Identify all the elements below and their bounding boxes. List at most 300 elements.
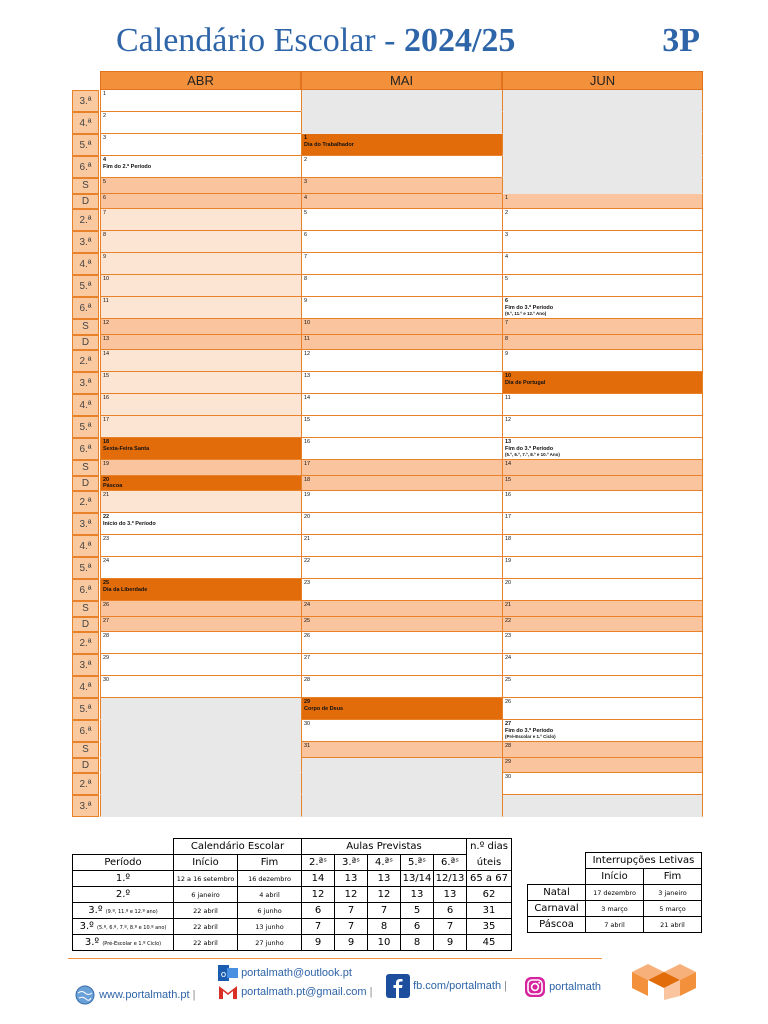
day-number: 21 — [505, 602, 512, 608]
summary-col-day: 6.ªˢ — [434, 855, 467, 871]
day-cell — [502, 742, 703, 758]
summary-table — [72, 838, 512, 951]
day-number: 25 — [304, 617, 311, 624]
weekday-label: 3.ª — [72, 795, 99, 817]
summary-day-count: 10 — [368, 935, 401, 951]
day-cell — [100, 601, 301, 617]
empty-cell — [502, 156, 703, 178]
day-cell — [301, 491, 502, 513]
globe-icon — [74, 984, 96, 1006]
day-number: 17 — [304, 461, 311, 467]
summary-periodo — [73, 935, 174, 951]
empty-cell — [100, 742, 301, 758]
weekday-label: D — [72, 335, 99, 351]
day-cell — [100, 253, 301, 275]
day-number: 24 — [103, 558, 110, 564]
day-cell — [502, 297, 703, 319]
day-number: 13 — [304, 373, 311, 379]
day-number: 13 — [103, 335, 110, 342]
weekday-label: S — [72, 178, 99, 194]
summary-corner — [73, 839, 174, 855]
event-label: Páscoa — [103, 483, 123, 489]
month-header: ABR — [100, 71, 301, 90]
summary-day-count: 12/13 — [434, 871, 467, 887]
day-cell — [100, 460, 301, 476]
day-number: 1 — [505, 194, 509, 201]
day-number: 8 — [505, 335, 509, 342]
day-cell — [100, 194, 301, 210]
day-number: 17 — [505, 514, 512, 520]
weekday-label: 6.ª — [72, 438, 99, 460]
day-number: 18 — [304, 476, 311, 483]
day-cell — [301, 319, 502, 335]
instagram-link[interactable] — [524, 976, 601, 998]
summary-day-count: 13 — [368, 871, 401, 887]
day-number: 14 — [103, 351, 110, 357]
summary-inicio: 6 janeiro — [174, 887, 238, 903]
periodo-note: (5.º, 6.º, 7.º, 8.º e 10.º ano) — [97, 925, 167, 931]
holiday-cell — [100, 579, 301, 601]
periodo-label: 3.º — [88, 905, 103, 916]
day-cell — [502, 335, 703, 351]
summary-uteis: 62 — [467, 887, 512, 903]
interruptions-table — [527, 852, 702, 933]
day-cell — [502, 579, 703, 601]
weekday-label: 6.ª — [72, 156, 99, 178]
day-cell — [502, 535, 703, 557]
day-number: 24 — [505, 655, 512, 661]
periodo-label: 3.º — [84, 937, 100, 948]
day-number: 15 — [103, 373, 110, 379]
day-number: 5 — [505, 276, 509, 282]
day-number: 19 — [304, 492, 311, 498]
day-cell — [301, 253, 502, 275]
day-cell — [100, 654, 301, 676]
empty-cell — [100, 758, 301, 774]
day-number: 27 — [103, 617, 110, 624]
weekday-label: D — [72, 194, 99, 210]
summary-day-count: 7 — [335, 919, 368, 935]
weekday-label: 6.ª — [72, 720, 99, 742]
day-number: 26 — [505, 699, 512, 705]
day-number: 29 — [103, 655, 110, 661]
weekday-label: 4.ª — [72, 112, 99, 134]
summary-day-count: 13 — [335, 871, 368, 887]
interruption-row — [528, 917, 702, 933]
day-cell — [502, 319, 703, 335]
day-number: 18 — [103, 439, 110, 445]
summary-col-periodo: Período — [73, 855, 174, 871]
day-number: 16 — [505, 492, 512, 498]
day-cell — [301, 632, 502, 654]
day-cell — [502, 513, 703, 535]
website-text: www.portalmath.pt — [99, 988, 190, 1001]
day-cell — [100, 632, 301, 654]
summary-day-count: 12 — [302, 887, 335, 903]
day-number: 28 — [304, 677, 311, 683]
day-number: 19 — [505, 558, 512, 564]
title-prefix: Calendário Escolar — [116, 22, 376, 59]
day-cell — [502, 632, 703, 654]
day-number: 9 — [304, 298, 308, 304]
day-cell — [502, 231, 703, 253]
day-cell — [502, 275, 703, 297]
interruption-name: Páscoa — [528, 917, 586, 933]
day-cell — [502, 698, 703, 720]
day-cell — [301, 476, 502, 492]
day-cell — [301, 275, 502, 297]
day-cell — [100, 513, 301, 535]
weekday-label: 2.ª — [72, 773, 99, 795]
day-cell — [502, 438, 703, 460]
weekday-label: 3.ª — [72, 372, 99, 394]
interruption-fim: 5 março — [644, 901, 702, 917]
portalmath-logo — [632, 960, 700, 1003]
event-label: Fim do 3.º Período — [505, 445, 554, 452]
day-number: 5 — [304, 210, 308, 216]
summary-inicio: 22 abril — [174, 919, 238, 935]
day-number: 14 — [505, 461, 512, 467]
day-number: 14 — [304, 395, 311, 401]
day-number: 26 — [304, 633, 311, 639]
day-cell — [100, 335, 301, 351]
empty-cell — [502, 134, 703, 156]
summary-day-count: 13 — [434, 887, 467, 903]
day-number: 22 — [505, 617, 512, 624]
day-cell — [100, 231, 301, 253]
day-number: 27 — [304, 655, 311, 661]
day-cell — [301, 654, 502, 676]
day-cell — [100, 394, 301, 416]
day-number: 3 — [505, 232, 509, 238]
day-cell — [100, 535, 301, 557]
day-cell — [301, 394, 502, 416]
weekday-label: 3.ª — [72, 654, 99, 676]
day-cell — [502, 209, 703, 231]
summary-row — [73, 903, 512, 919]
day-number: 7 — [103, 210, 107, 216]
periodo-label: 1.º — [115, 873, 131, 884]
outlook-link[interactable] — [218, 964, 352, 982]
day-number: 10 — [304, 320, 311, 326]
day-cell — [502, 416, 703, 438]
summary-day-count: 7 — [434, 919, 467, 935]
day-number: 31 — [304, 743, 311, 749]
instagram-icon — [524, 976, 546, 998]
day-number: 12 — [103, 320, 110, 326]
summary-day-count: 12 — [335, 887, 368, 903]
day-number: 30 — [505, 774, 512, 780]
day-number: 29 — [304, 699, 311, 705]
day-number: 18 — [505, 536, 512, 542]
event-label: Fim do 3.º Período — [505, 304, 554, 311]
interruption-fim: 3 janeiro — [644, 885, 702, 901]
interruption-inicio: 17 dezembro — [586, 885, 644, 901]
empty-cell — [301, 90, 502, 112]
event-label: Dia da Liberdade — [103, 586, 148, 593]
svg-text:o: o — [220, 970, 227, 980]
weekday-label: 2.ª — [72, 209, 99, 231]
summary-fim: 4 abril — [238, 887, 302, 903]
day-number: 4 — [304, 194, 308, 201]
day-cell — [301, 231, 502, 253]
interruption-row — [528, 901, 702, 917]
day-number: 1 — [304, 135, 308, 141]
empty-cell — [301, 112, 502, 134]
weekday-label: 6.ª — [72, 579, 99, 601]
day-cell — [301, 617, 502, 633]
day-number: 28 — [505, 743, 512, 749]
separator: | — [192, 988, 196, 1001]
day-number: 6 — [103, 194, 107, 201]
day-cell — [301, 194, 502, 210]
interruption-name: Carnaval — [528, 901, 586, 917]
day-number: 4 — [103, 157, 107, 163]
summary-day-count: 6 — [401, 919, 434, 935]
interr-corner — [528, 869, 586, 885]
day-number: 21 — [304, 536, 311, 542]
day-number: 23 — [304, 580, 311, 586]
day-number: 25 — [505, 677, 512, 683]
periodo-label: 2.º — [115, 889, 131, 900]
title-dash: - — [375, 22, 404, 59]
weekday-label: 6.ª — [72, 297, 99, 319]
summary-col-inicio: Início — [174, 855, 238, 871]
day-cell — [100, 156, 301, 178]
title-year: 2024/25 — [403, 22, 516, 59]
day-number: 28 — [103, 633, 110, 639]
interruption-inicio: 3 março — [586, 901, 644, 917]
day-number: 26 — [103, 602, 110, 608]
day-number: 11 — [505, 395, 511, 401]
day-number: 22 — [103, 514, 110, 520]
empty-cell — [301, 758, 502, 774]
day-cell — [301, 209, 502, 231]
interr-col-fim: Fim — [644, 869, 702, 885]
day-cell — [100, 297, 301, 319]
summary-day-count: 5 — [401, 903, 434, 919]
day-number: 21 — [103, 492, 110, 498]
interr-title: Interrupções Letivas — [586, 853, 702, 869]
summary-fim: 27 junho — [238, 935, 302, 951]
empty-cell — [502, 112, 703, 134]
day-cell — [301, 438, 502, 460]
summary-group-dias: n.º dias — [467, 839, 512, 855]
event-label: Dia do Trabalhador — [304, 141, 354, 148]
day-cell — [502, 491, 703, 513]
summary-uteis: 35 — [467, 919, 512, 935]
outlook-icon — [218, 964, 238, 982]
summary-fim: 16 dezembro — [238, 871, 302, 887]
separator: | — [369, 985, 373, 998]
day-cell — [100, 676, 301, 698]
weekday-label: 5.ª — [72, 275, 99, 297]
day-number: 15 — [505, 476, 512, 483]
day-number: 8 — [304, 276, 308, 282]
weekday-label: S — [72, 319, 99, 335]
gmail-link[interactable] — [218, 984, 372, 1000]
day-number: 9 — [505, 351, 509, 357]
empty-cell — [502, 178, 703, 194]
summary-col-day: 3.ªˢ — [335, 855, 368, 871]
summary-inicio: 22 abril — [174, 903, 238, 919]
day-number: 12 — [505, 417, 512, 423]
day-number: 16 — [304, 439, 311, 445]
interr-col-inicio: Início — [586, 869, 644, 885]
day-cell — [301, 350, 502, 372]
day-number: 7 — [505, 320, 509, 326]
day-cell — [100, 90, 301, 112]
summary-periodo — [73, 887, 174, 903]
day-cell — [301, 579, 502, 601]
day-number: 7 — [304, 254, 308, 260]
facebook-icon — [386, 974, 410, 998]
summary-inicio: 12 a 16 setembro — [174, 871, 238, 887]
empty-cell — [100, 773, 301, 795]
periodo-label: 3.º — [79, 921, 94, 932]
summary-col-day: 2.ªˢ — [302, 855, 335, 871]
interruption-row — [528, 885, 702, 901]
weekday-label: 5.ª — [72, 557, 99, 579]
day-number: 27 — [505, 721, 512, 727]
day-cell — [502, 253, 703, 275]
day-number: 10 — [505, 373, 512, 379]
day-number: 6 — [505, 298, 509, 304]
summary-row — [73, 871, 512, 887]
weekday-label: 2.ª — [72, 632, 99, 654]
calendar-grid — [72, 71, 703, 831]
day-cell — [301, 156, 502, 178]
interr-corner — [528, 853, 586, 869]
summary-day-count: 9 — [335, 935, 368, 951]
day-number: 4 — [505, 254, 509, 260]
day-cell — [301, 297, 502, 319]
instagram-text: portalmath — [549, 980, 602, 993]
day-cell — [301, 720, 502, 742]
day-number: 5 — [103, 179, 107, 185]
day-cell — [502, 350, 703, 372]
day-cell — [100, 319, 301, 335]
summary-periodo — [73, 919, 174, 935]
empty-cell — [100, 720, 301, 742]
summary-col-day: 4.ªˢ — [368, 855, 401, 871]
event-label: Corpo de Deus — [304, 705, 344, 712]
holiday-cell — [301, 134, 502, 156]
event-label: Sexta-Feira Santa — [103, 445, 150, 452]
weekday-label: S — [72, 460, 99, 476]
day-cell — [502, 394, 703, 416]
day-number: 25 — [103, 580, 110, 586]
summary-group-calendar: Calendário Escolar — [174, 839, 302, 855]
empty-cell — [301, 773, 502, 795]
website-link[interactable] — [74, 984, 195, 1006]
event-note: (9.º, 11.º e 12.º Ano) — [505, 311, 547, 316]
day-cell — [301, 742, 502, 758]
empty-cell — [301, 795, 502, 817]
event-label: Fim do 3.º Período — [505, 727, 554, 734]
day-cell — [100, 416, 301, 438]
day-cell — [502, 617, 703, 633]
month-header: JUN — [502, 71, 703, 90]
weekday-label: S — [72, 742, 99, 758]
summary-day-count: 13 — [401, 887, 434, 903]
periodo-note: (Pré-Escolar e 1.º Ciclo) — [102, 941, 162, 947]
footer-divider — [68, 958, 602, 959]
weekday-label: 3.ª — [72, 513, 99, 535]
summary-uteis: 65 a 67 — [467, 871, 512, 887]
day-cell — [502, 720, 703, 742]
summary-uteis: 31 — [467, 903, 512, 919]
holiday-cell — [100, 476, 301, 492]
summary-col-day: 5.ªˢ — [401, 855, 434, 871]
day-cell — [100, 617, 301, 633]
day-number: 8 — [103, 232, 107, 238]
day-cell — [100, 134, 301, 156]
day-number: 3 — [304, 179, 308, 185]
interruption-inicio: 7 abril — [586, 917, 644, 933]
empty-cell — [502, 795, 703, 817]
day-number: 20 — [304, 514, 311, 520]
day-cell — [502, 460, 703, 476]
summary-group-aulas: Aulas Previstas — [302, 839, 467, 855]
gmail-icon — [218, 984, 238, 1000]
summary-day-count: 8 — [368, 919, 401, 935]
day-number: 9 — [103, 254, 107, 260]
event-note: (Pré-Escolar e 1.º Ciclo) — [505, 734, 556, 739]
day-number: 2 — [304, 157, 308, 163]
summary-day-count: 12 — [368, 887, 401, 903]
day-number: 3 — [103, 135, 107, 141]
summary-day-count: 7 — [368, 903, 401, 919]
event-label: Início do 3.º Período — [103, 520, 156, 527]
weekday-label: 5.ª — [72, 698, 99, 720]
title-code: 3P — [662, 22, 700, 59]
portalmath-logo-icon — [632, 960, 700, 1000]
separator: | — [504, 979, 508, 992]
summary-row — [73, 935, 512, 951]
summary-day-count: 6 — [302, 903, 335, 919]
day-cell — [502, 601, 703, 617]
weekday-label: 2.ª — [72, 350, 99, 372]
summary-row — [73, 919, 512, 935]
interruption-name: Natal — [528, 885, 586, 901]
day-cell — [100, 372, 301, 394]
day-cell — [100, 178, 301, 194]
page-title — [116, 22, 515, 60]
day-number: 11 — [304, 335, 310, 342]
summary-row — [73, 887, 512, 903]
day-cell — [301, 372, 502, 394]
day-cell — [100, 112, 301, 134]
day-cell — [301, 460, 502, 476]
summary-day-count: 6 — [434, 903, 467, 919]
day-cell — [502, 476, 703, 492]
facebook-link[interactable] — [386, 974, 507, 998]
day-number: 24 — [304, 602, 311, 608]
day-cell — [301, 676, 502, 698]
summary-day-count: 9 — [302, 935, 335, 951]
weekday-label: 5.ª — [72, 416, 99, 438]
day-cell — [502, 194, 703, 210]
day-cell — [502, 557, 703, 579]
day-cell — [301, 557, 502, 579]
summary-fim: 6 junho — [238, 903, 302, 919]
summary-col-uteis: úteis — [467, 855, 512, 871]
day-number: 2 — [103, 113, 107, 119]
summary-day-count: 7 — [335, 903, 368, 919]
outlook-text: portalmath@outlook.pt — [241, 966, 352, 979]
summary-day-count: 7 — [302, 919, 335, 935]
